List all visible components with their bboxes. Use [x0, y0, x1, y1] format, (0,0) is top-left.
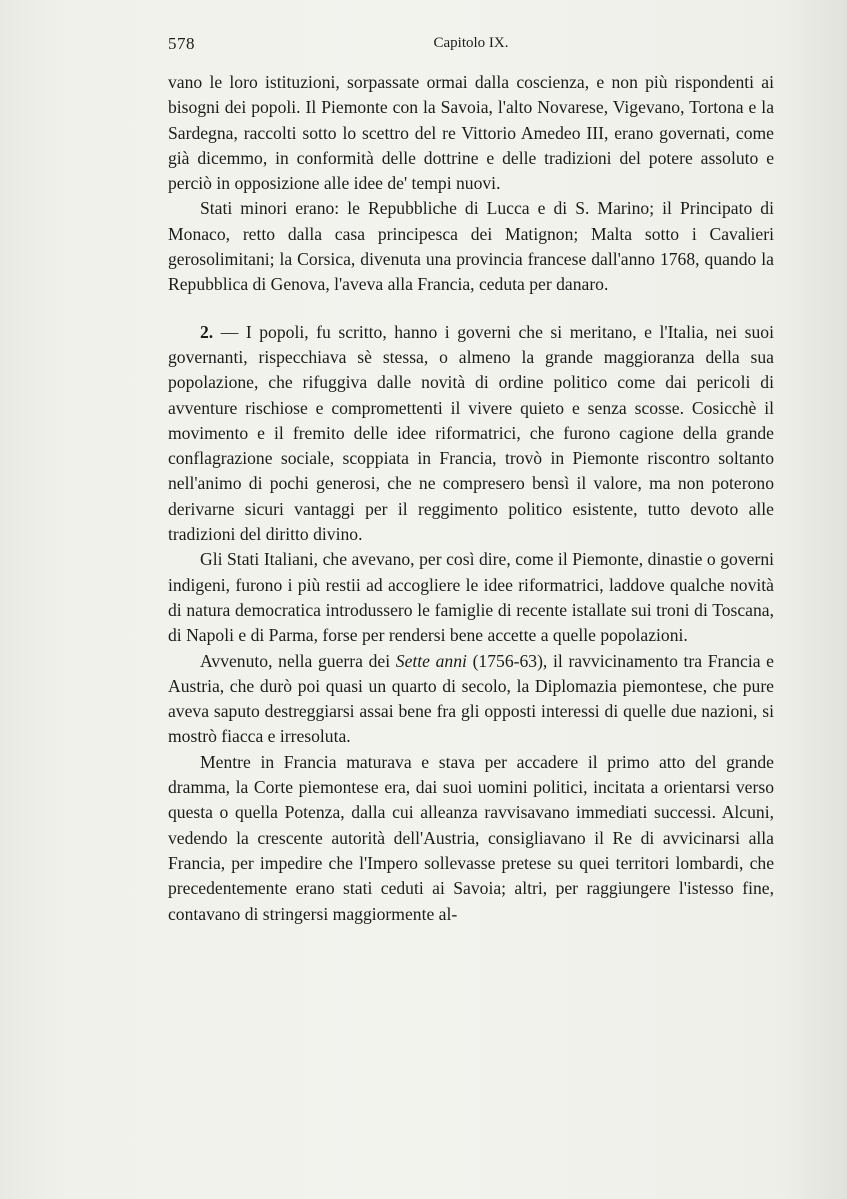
- page-body: [168, 70, 774, 927]
- paragraph-piedmont-court: Mentre in Francia maturava e stava per accadere il primo atto del grande dramma, la Corte piemontese era, dai suoi uomini politici, incitata a orientarsi verso questa o quella Potenza, dalla cui alleanza ravvisavano immediati successi. Alcuni, vedendo la crescente autorità dell'Austria, consigliavano il Re di avvicinarsi alla Francia, per impedire che l'Impero sollevasse pretese su quei territori lombardi, che precedentemente erano stati ceduti ai Savoia; altri, per raggiungere l'istesso fine, contavano di stringersi maggiormente al-: [168, 751, 774, 924]
- paragraph-italian-states: Gli Stati Italiani, che avevano, per così dire, come il Piemonte, dinastie o governi indigeni, furono i più restii ad accogliere le idee riformatrici, laddove qualche novità di natura democratica introdussero le famiglie di recente istallate sui troni di Toscana, di Napoli e di Parma, forse per rendersi bene accette a quelle popolazioni.: [168, 549, 774, 646]
- section-number: 2.: [200, 321, 214, 342]
- page-header: [168, 34, 774, 60]
- paragraph-minor-states: Stati minori erano: le Repubbliche di Lucca e di S. Marino; il Principato di Monaco, retto dalla casa principesca dei Matignon; Malta sotto i Cavalieri gerosolimitani; la Corsica, divenuta una provincia francese dall'anno 1768, quando la Repubblica di Genova, l'aveva alla Francia, ceduta per danaro.: [168, 198, 774, 295]
- section-2-text: — I popoli, fu scritto, hanno i governi che si meritano, e l'Italia, nei suoi governanti, rispecchiava sè stessa, o almeno la grande maggioranza della sua popolazione, che rifuggiva dalle novità di ordine politico come dai pericoli di avventure rischiose e compromettenti il vivere quieto e senza scosse. Cosicchè il movimento e il fremito delle idee riformatrici, che furono cagione della grande conflagrazione sociale, scoppiata in Francia, trovò in Piemonte riscontro soltanto nell'animo di pochi generosi, che ne compresero bensì il valore, ma non poterono derivarne sicuri vantaggi per il reggimento politico esistente, tutto devoto alle tradizioni del diritto divino.: [168, 321, 774, 545]
- running-title: Capitolo IX.: [433, 35, 509, 51]
- seven-years-text-before: Avvenuto, nella guerra dei: [200, 650, 396, 671]
- paragraph-continuation: vano le loro istituzioni, sorpassate ormai dalla coscienza, e non più rispondenti ai bisogni dei popoli. Il Piemonte con la Savoia, l'alto Novarese, Vigevano, Tortona e la Sardegna, raccolti sotto lo scettro del re Vittorio Amedeo III, erano governati, come già dicemmo, in conformità delle dottrine e delle tradizioni del potere assoluto e perciò in opposizione alle idee de' tempi nuovi.: [168, 72, 774, 194]
- page-number: 578: [168, 34, 195, 53]
- section-2-paragraph: [168, 320, 774, 548]
- seven-years-italic: Sette anni: [395, 650, 467, 671]
- paragraph-seven-years-war: [168, 649, 774, 750]
- seven-years-text-after: (1756-63), il ravvicinamento tra Francia e Austria, che durò poi quasi un quarto di secolo, la Diplomazia piemontese, che pure aveva saputo destreggiarsi assai bene fra gli opposti interessi di quelle due nazioni, si mostrò fiacca e irresoluta.: [168, 650, 774, 747]
